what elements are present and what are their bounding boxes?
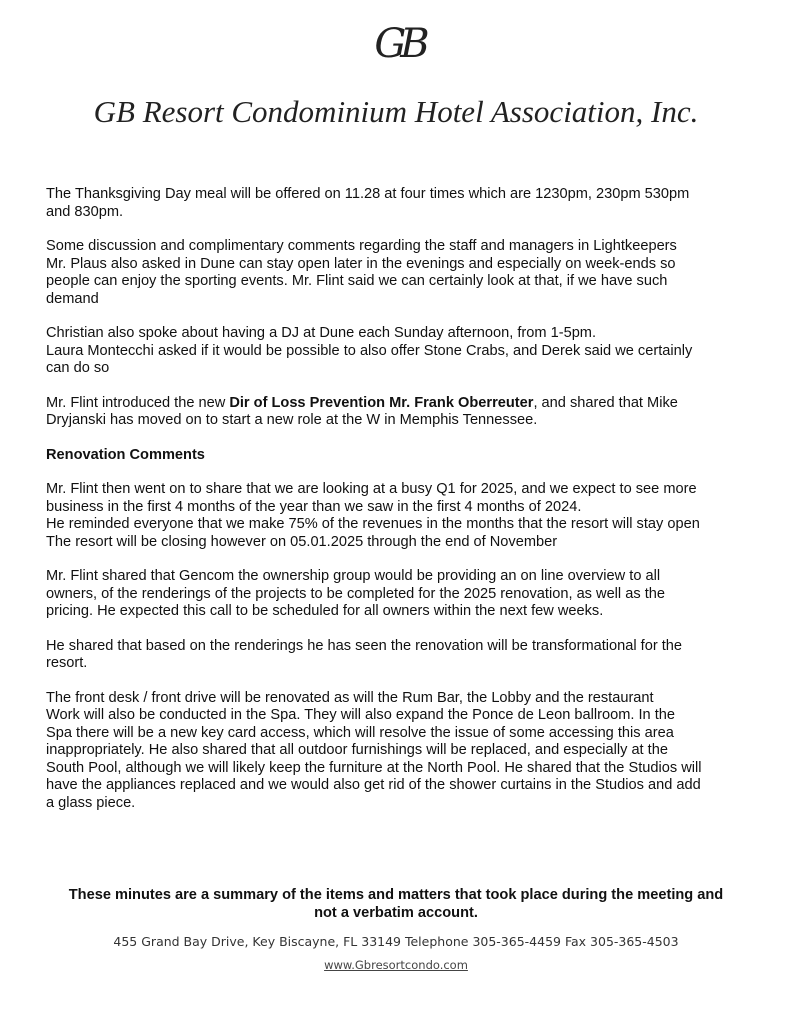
text-fragment: Mr. Flint introduced the new	[46, 394, 230, 411]
text-line: business in the first 4 months of the year than we saw in the first 4 months of 2024.	[46, 498, 582, 515]
q1-outlook-paragraph	[46, 481, 754, 551]
text-line: inappropriately. He also shared that all outdoor furnishings will be replaced, and especially at the	[46, 742, 668, 758]
text-line: Mr. Flint shared that Gencom the ownership group would be providing an on line overview to all	[46, 568, 661, 584]
text-line: a glass piece.	[46, 794, 136, 811]
website-link[interactable]: www.Gbresortcondo.com	[324, 958, 468, 972]
transformational-paragraph	[46, 638, 754, 673]
text-fragment: , and shared that Mike	[533, 394, 678, 411]
text-line: South Pool, although we will likely keep the furniture at the North Pool. He shared that the Studios will	[46, 759, 702, 776]
text-line: can do so	[46, 360, 110, 376]
text-line: He reminded everyone that we make 75% of the revenues in the months that the resort will stay open	[46, 516, 700, 532]
website-link-wrapper	[0, 958, 792, 972]
contact-address: 455 Grand Bay Drive, Key Biscayne, FL 33149 Telephone 305-365-4459 Fax 305-365-4503	[113, 934, 679, 949]
text-line: Mr. Plaus also asked in Dune can stay open later in the evenings and especially on week-ends so	[46, 255, 676, 272]
text-line: Christian also spoke about having a DJ at Dune each Sunday afternoon, from 1-5pm.	[46, 325, 597, 341]
dj-stone-crabs-paragraph	[46, 325, 754, 378]
text-line: people can enjoy the sporting events. Mr. Flint said we can certainly look at that, if we have such	[46, 273, 668, 289]
disclaimer-line: These minutes are a summary of the items and matters that took place during the meeting and	[68, 887, 724, 903]
text-line: Laura Montecchi asked if it would be possible to also offer Stone Crabs, and Derek said we certainly	[46, 342, 693, 359]
renovation-heading: Renovation Comments	[46, 446, 205, 463]
disclaimer-line: not a verbatim account.	[314, 905, 478, 921]
text-line: resort.	[46, 655, 88, 671]
text-line: pricing. He expected this call to be scheduled for all owners within the next few weeks.	[46, 603, 604, 619]
minutes-body	[46, 186, 754, 829]
text-line: He shared that based on the renderings he has seen the renovation will be transformational for the	[46, 637, 683, 654]
minutes-disclaimer	[30, 886, 762, 922]
organization-name: GB Resort Condominium Hotel Association, Inc.	[93, 94, 699, 129]
renovation-details-paragraph	[46, 690, 754, 813]
text-line: Dryjanski has moved on to start a new role at the W in Memphis Tennessee.	[46, 412, 538, 428]
text-line: The resort will be closing however on 05.01.2025 through the end of November	[46, 533, 558, 550]
text-line: Work will also be conducted in the Spa. They will also expand the Ponce de Leon ballroom. In the	[46, 707, 675, 723]
staff-comments-paragraph	[46, 238, 754, 308]
text-line: owners, of the renderings of the projects to be completed for the 2025 renovation, as well as the	[46, 585, 665, 602]
thanksgiving-paragraph	[46, 186, 754, 221]
text-line: The front desk / front drive will be renovated as will the Rum Bar, the Lobby and the restaurant	[46, 689, 654, 706]
text-line: Some discussion and complimentary comments regarding the staff and managers in Lightkeepers	[46, 238, 677, 254]
association-logo: GB	[374, 21, 424, 67]
gencom-overview-paragraph	[46, 568, 754, 621]
text-line: have the appliances replaced and we would also get rid of the shower curtains in the Studios and add	[46, 777, 701, 793]
text-line: demand	[46, 290, 99, 307]
text-line: and 830pm.	[46, 203, 124, 220]
text-line: The Thanksgiving Day meal will be offered on 11.28 at four times which are 1230pm, 230pm 530pm	[46, 186, 690, 202]
text-line	[46, 395, 754, 413]
text-line: Spa there will be a new key card access, which will resolve the issue of some accessing this area	[46, 724, 674, 741]
new-director-name: Dir of Loss Prevention Mr. Frank Oberreuter	[229, 394, 534, 411]
loss-prevention-paragraph	[46, 395, 754, 430]
text-line: Mr. Flint then went on to share that we are looking at a busy Q1 for 2025, and we expect to see more	[46, 481, 697, 497]
